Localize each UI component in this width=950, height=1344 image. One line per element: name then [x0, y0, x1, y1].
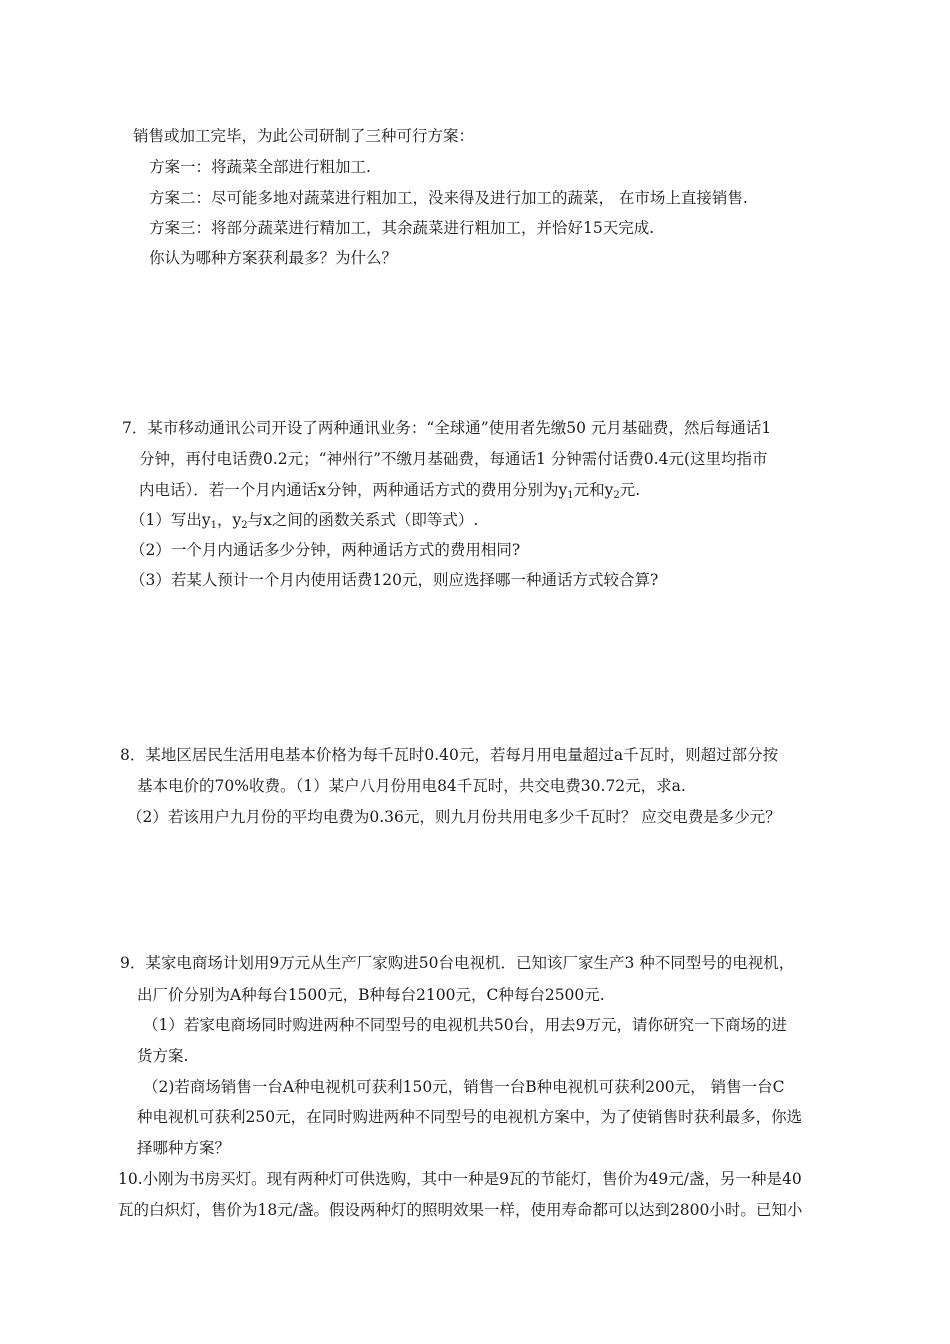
q9-line-7: 择哪种方案？ [137, 1139, 231, 1157]
plan-3: 方案三：将部分蔬菜进行精加工，其余蔬菜进行粗加工，并恰好15天完成. [149, 219, 655, 237]
q9-line-6: 种电视机可获利250元，在同时购进两种不同型号的电视机方案中，为了使销售时获利最多，你选 [137, 1108, 803, 1126]
q9-line-5: （2)若商场销售一台A种电视机可获利150元，销售一台B种电视机可获利200元， 销售一台C [143, 1078, 785, 1096]
plans-question: 你认为哪种方案获利最多？为什么？ [149, 249, 398, 267]
q10-line-2: 瓦的白炽灯，售价为18元/盏。假设两种灯的照明效果一样，使用寿命都可以达到2800小时。已知小 [118, 1201, 803, 1219]
plan-1: 方案一：将蔬菜全部进行粗加工. [149, 158, 371, 176]
q9-line-4: 货方案. [137, 1047, 189, 1065]
q7-sub-3: （3）若某人预计一个月内使用话费120元，则应选择哪一种通话方式较合算? [130, 571, 659, 589]
q7-line-2: 分钟，再付电话费0.2元；“神州行”不缴月基础费，每通话1 分钟需付话费0.4元(这里均指市 [139, 450, 768, 468]
q8-line-1: 8．某地区居民生活用电基本价格为每千瓦时0.40元，若每月用电量超过a千瓦时，则超过部分按 [120, 746, 779, 764]
q7-sub-1: （1）写出$y_1$，$y_2$与x之间的函数关系式（即等式）. [130, 511, 479, 531]
q8-line-2: 基本电价的70%收费。（1）某户八月份用电84千瓦时，共交电费30.72元，求a. [137, 777, 686, 795]
q10-line-1: 10.小刚为书房买灯。现有两种灯可供选购，其中一种是9瓦的节能灯，售价为49元/盏，另一种是40 [118, 1170, 802, 1188]
q7-line-3: 内电话）．若一个月内通话x分钟，两种通话方式的费用分别为$y_1$元和$y_2$元. [139, 481, 641, 501]
intro-line: 销售或加工完毕，为此公司研制了三种可行方案： [133, 127, 475, 145]
plan-2: 方案二：尽可能多地对蔬菜进行粗加工，没来得及进行加工的蔬菜， 在市场上直接销售. [149, 189, 748, 207]
q7-sub-2: （2）一个月内通话多少分钟，两种通话方式的费用相同? [130, 541, 521, 559]
q7-line-1: 7．某市移动通讯公司开设了两种通讯业务：“全球通”使用者先缴50 元月基础费，然后每通话1 [122, 419, 772, 437]
q9-line-1: 9．某家电商场计划用9万元从生产厂家购进50台电视机．已知该厂家生产3 种不同型号的电视机， [120, 954, 795, 972]
q9-line-3: （1）若家电商场同时购进两种不同型号的电视机共50台，用去9万元，请你研究一下商场的进 [143, 1016, 787, 1034]
q8-line-3: （2）若该用户九月份的平均电费为0.36元，则九月份共用电多少千瓦时？ 应交电费是多少元？ [127, 808, 781, 826]
q9-line-2: 出厂价分别为A种每台1500元，B种每台2100元，C种每台2500元. [137, 986, 605, 1004]
